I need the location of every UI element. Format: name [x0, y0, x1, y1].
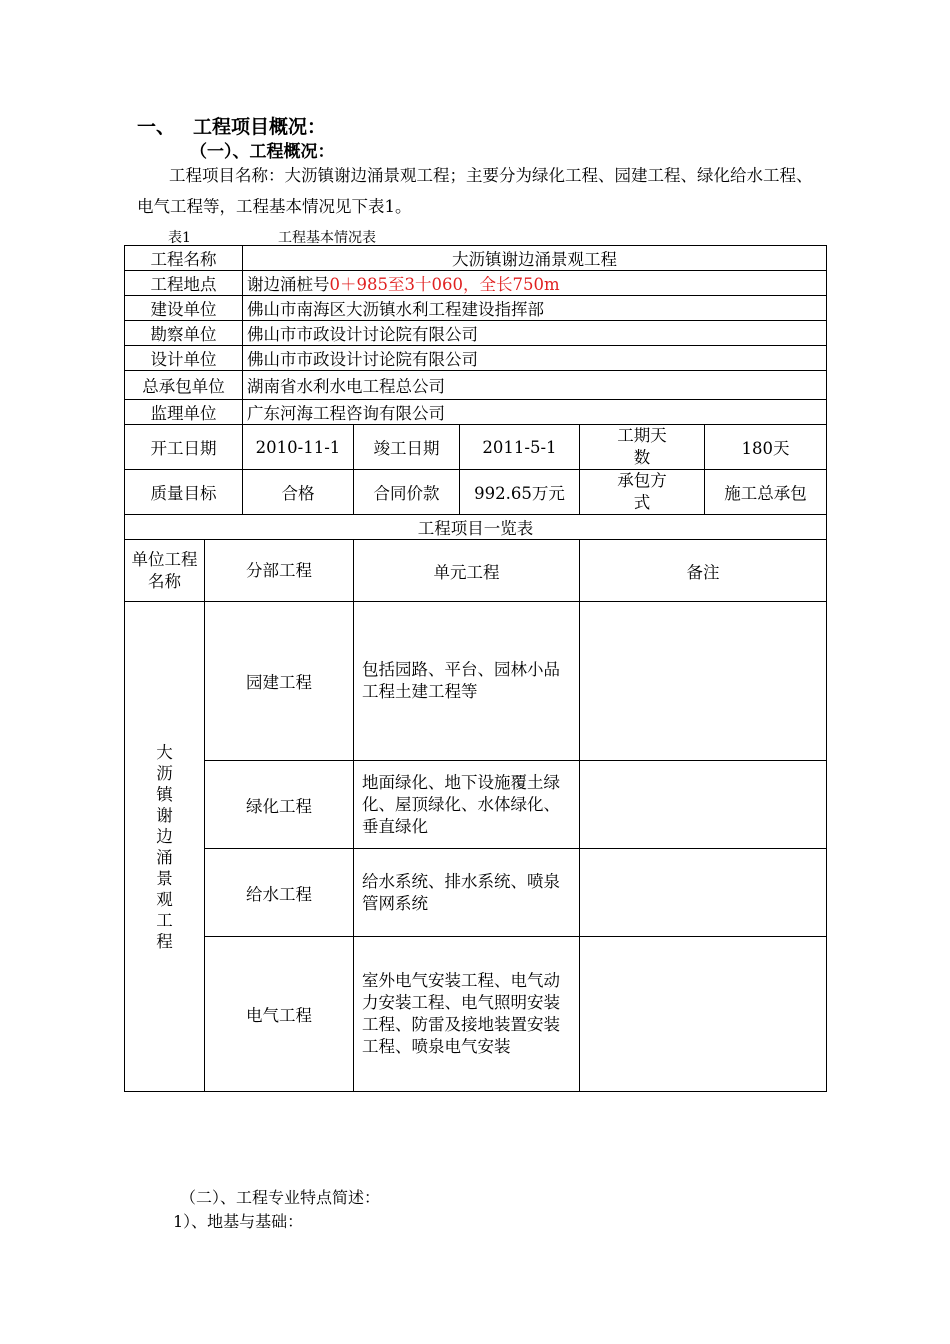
label-cell: 监理单位	[125, 400, 243, 425]
site-text: 谢边涌桩号	[247, 275, 330, 294]
label-cell: 工期天数	[580, 425, 705, 470]
contractor-value: 湖南省水利水电工程总公司	[243, 371, 827, 400]
label-cell: 承包方式	[580, 470, 705, 515]
header-unit: 单位工程名称	[125, 540, 205, 602]
sub-cell: 绿化工程	[205, 761, 354, 849]
quality-value: 合格	[243, 470, 354, 515]
element-cell: 包括园路、平台、园林小品工程土建工程等	[354, 602, 580, 761]
section-heading	[137, 112, 326, 139]
table-caption	[168, 227, 376, 247]
unit-name-cell: 大沥镇谢边涌景观工程	[125, 602, 205, 1092]
label-cell: 勘察单位	[125, 321, 243, 346]
supervisor-value: 广东河海工程咨询有限公司	[243, 400, 827, 425]
design-value: 佛山市市政设计讨论院有限公司	[243, 346, 827, 371]
element-cell: 给水系统、排水系统、喷泉管网系统	[354, 849, 580, 937]
label-cell: 设计单位	[125, 346, 243, 371]
intro-paragraph: 工程项目名称：大沥镇谢边涌景观工程；主要分为绿化工程、园建工程、绿化给水工程、电气工程等，工程基本情况见下表1。	[137, 166, 813, 216]
label-cell: 工程名称	[125, 246, 243, 271]
label-cell: 质量目标	[125, 470, 243, 515]
element-cell: 地面绿化、地下设施覆土绿化、屋顶绿化、水体绿化、垂直绿化	[354, 761, 580, 849]
label-cell: 工程地点	[125, 271, 243, 296]
item-heading: 1）、地基与基础：	[173, 1212, 304, 1231]
caption-label: 表1	[168, 230, 191, 246]
list-title: 工程项目一览表	[125, 515, 827, 540]
sub-cell: 电气工程	[205, 937, 354, 1092]
sub-cell: 园建工程	[205, 602, 354, 761]
note-cell	[580, 849, 827, 937]
note-cell	[580, 602, 827, 761]
label-cell: 合同价款	[354, 470, 460, 515]
period-value: 180天	[705, 425, 827, 470]
label-cell: 竣工日期	[354, 425, 460, 470]
mode-value: 施工总承包	[705, 470, 827, 515]
header-element: 单元工程	[354, 540, 580, 602]
survey-value: 佛山市市政设计讨论院有限公司	[243, 321, 827, 346]
note-cell	[580, 937, 827, 1092]
end-date-value: 2011-5-1	[460, 425, 580, 470]
start-date-value: 2010-11-1	[243, 425, 354, 470]
header-sub: 分部工程	[205, 540, 354, 602]
subsection-heading-2: （二）、工程专业特点简述：	[180, 1188, 381, 1207]
section-title: 工程项目概况：	[193, 116, 327, 138]
section-number: 一、	[137, 116, 176, 138]
subsection-heading: （一）、工程概况：	[190, 142, 335, 162]
price-value: 992.65万元	[460, 470, 580, 515]
label-cell: 总承包单位	[125, 371, 243, 400]
caption-title: 工程基本情况表	[278, 230, 376, 246]
project-name-value: 大沥镇谢边涌景观工程	[243, 246, 827, 271]
label-cell: 开工日期	[125, 425, 243, 470]
element-cell: 室外电气安装工程、电气动力安装工程、电气照明安装工程、防雷及接地装置安装工程、喷泉电气安装	[354, 937, 580, 1092]
project-site-value	[243, 271, 827, 296]
header-note: 备注	[580, 540, 827, 602]
note-cell	[580, 761, 827, 849]
sub-cell: 给水工程	[205, 849, 354, 937]
label-cell: 建设单位	[125, 296, 243, 321]
site-text-red: 0＋985至3十060，全长750m	[329, 275, 560, 294]
builder-value: 佛山市南海区大沥镇水利工程建设指挥部	[243, 296, 827, 321]
project-info-table	[124, 245, 827, 1092]
